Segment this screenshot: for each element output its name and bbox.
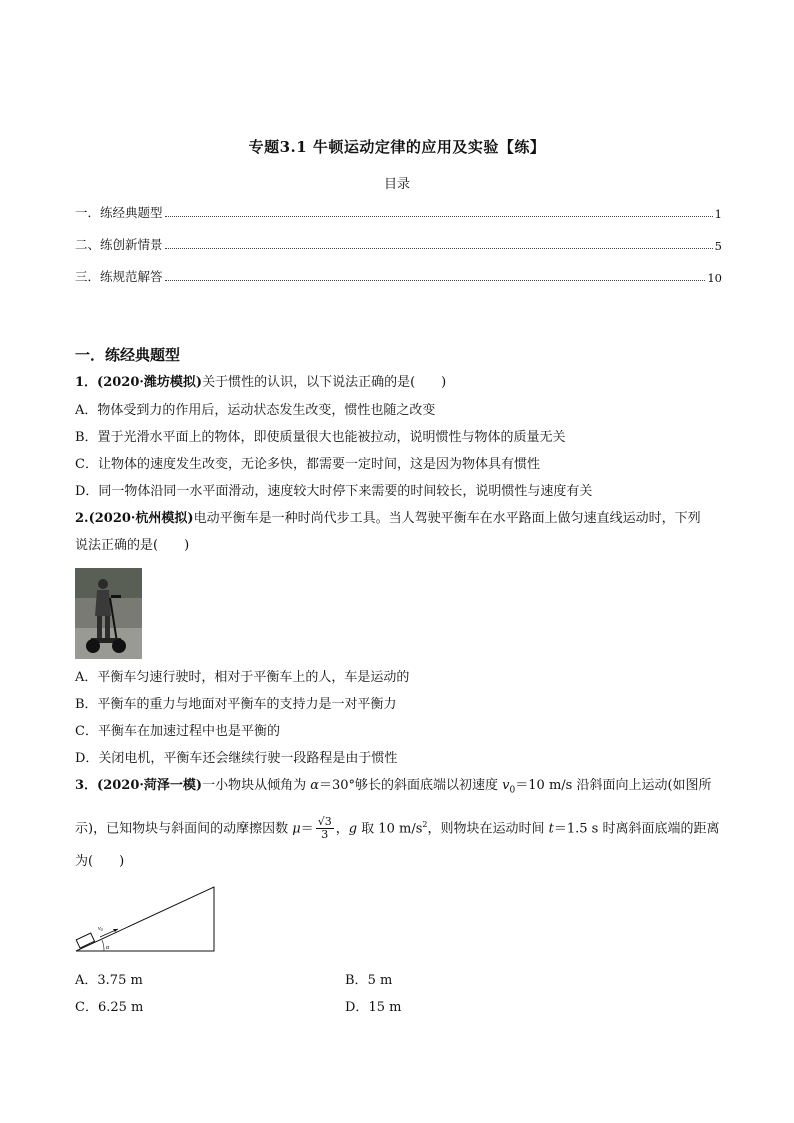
- q3-option-d: [345, 996, 401, 1015]
- fraction-denominator: 3: [321, 828, 329, 842]
- q3-option-c: [75, 996, 143, 1015]
- question-source: (2020·菏泽一模): [97, 778, 203, 793]
- q1-option-a: A．物体受到力的作用后，运动状态发生改变，惯性也随之改变: [75, 403, 436, 418]
- toc-heading: 目录: [383, 177, 410, 192]
- g-symbol: g: [348, 821, 358, 837]
- question-text: 一小物块从倾角为: [202, 778, 311, 793]
- option-label: B．: [345, 973, 368, 988]
- toc-leader: [165, 247, 713, 249]
- question-text: ＝1.5 s 时离斜面底端的距离: [553, 821, 720, 837]
- sqrt3-over-3-fraction: [316, 816, 334, 841]
- question-3-stem-line2: [75, 816, 719, 841]
- option-value: 6.25 m: [97, 1000, 144, 1015]
- t-symbol: t: [548, 821, 554, 837]
- superscript: 2: [422, 820, 428, 829]
- question-2-stem-cont: 说法正确的是( ): [75, 538, 190, 553]
- q2-option-b: B．平衡车的重力与地面对平衡车的支持力是一对平衡力: [75, 697, 397, 712]
- toc-leader: [165, 215, 713, 217]
- question-text: ＝30°够长的斜面底端以初速度: [318, 778, 503, 793]
- option-label: D．: [345, 1000, 369, 1015]
- question-number: 1．: [75, 375, 98, 390]
- q2-option-a: A．平衡车匀速行驶时，相对于平衡车上的人，车是运动的: [75, 670, 410, 685]
- question-source: (2020·潍坊模拟): [97, 375, 203, 390]
- q3-option-a: [75, 969, 143, 988]
- toc-entry[interactable]: [75, 237, 722, 253]
- option-value: 3.75 m: [97, 973, 143, 988]
- segway-photo: [75, 568, 142, 659]
- question-source: (2020·杭州模拟): [88, 511, 194, 526]
- toc-entry[interactable]: [75, 205, 722, 221]
- equals-sign: ＝: [300, 821, 314, 837]
- question-text: ，则物块在运动时间: [427, 821, 549, 837]
- question-2-stem: [75, 510, 701, 528]
- question-text: 取 10 m/s: [357, 821, 423, 837]
- toc-entry[interactable]: [75, 269, 722, 285]
- option-label: A．: [75, 973, 98, 988]
- v0-label: v0: [98, 926, 103, 932]
- toc-entry-label: 一．练经典题型: [75, 205, 163, 220]
- option-label: C．: [75, 1000, 98, 1015]
- toc-entry-page: 5: [714, 239, 722, 253]
- toc-entry-label: 二、练创新情景: [75, 237, 163, 252]
- question-3-stem-line3: 为( ): [75, 854, 125, 869]
- q1-option-c: C．让物体的速度发生改变，无论多快，都需要一定时间，这是因为物体具有惯性: [75, 457, 540, 472]
- question-text: 关于惯性的认识，以下说法正确的是( ): [202, 375, 447, 390]
- toc-entry-label: 三．练规范解答: [75, 269, 163, 284]
- fraction-numerator: √3: [317, 815, 332, 829]
- q3-option-b: [345, 969, 392, 988]
- question-text: ，: [335, 821, 349, 837]
- q1-option-d: D．同一物体沿同一水平面滑动，速度较大时停下来需要的时间较长，说明惯性与速度有关: [75, 484, 593, 499]
- mu-symbol: μ: [292, 821, 301, 837]
- question-3-stem: [75, 777, 712, 800]
- question-1-stem: [75, 374, 446, 392]
- page-title: 专题3.1 牛顿运动定律的应用及实验【练】: [248, 138, 546, 156]
- q1-option-b: B．置于光滑水平面上的物体，即使质量很大也能被拉动，说明惯性与物体的质量无关: [75, 430, 566, 445]
- toc-leader: [165, 279, 706, 281]
- question-number: 2.: [75, 511, 89, 526]
- question-text: 示)，已知物块与斜面间的动摩擦因数: [75, 821, 293, 837]
- incline-diagram: [74, 885, 216, 953]
- question-number: 3．: [75, 778, 98, 793]
- q2-option-d: D．关闭电机，平衡车还会继续行驶一段路程是由于惯性: [75, 751, 398, 766]
- question-text: 电动平衡车是一种时尚代步工具。当人驾驶平衡车在水平路面上做匀速直线运动时，下列: [193, 511, 701, 526]
- toc-entry-page: 1: [714, 207, 722, 221]
- option-value: 5 m: [367, 973, 393, 988]
- alpha-symbol: α: [310, 778, 319, 793]
- v0-subscript: 0: [509, 785, 516, 796]
- question-text: ＝10 m/s 沿斜面向上运动(如图所: [515, 778, 712, 793]
- q2-option-c: C．平衡车在加速过程中也是平衡的: [75, 724, 280, 739]
- toc-entry-page: 10: [707, 271, 722, 285]
- alpha-label: α: [106, 945, 110, 951]
- v0-symbol: v: [502, 778, 510, 793]
- section-heading: 一．练经典题型: [75, 346, 181, 364]
- option-value: 15 m: [368, 1000, 402, 1015]
